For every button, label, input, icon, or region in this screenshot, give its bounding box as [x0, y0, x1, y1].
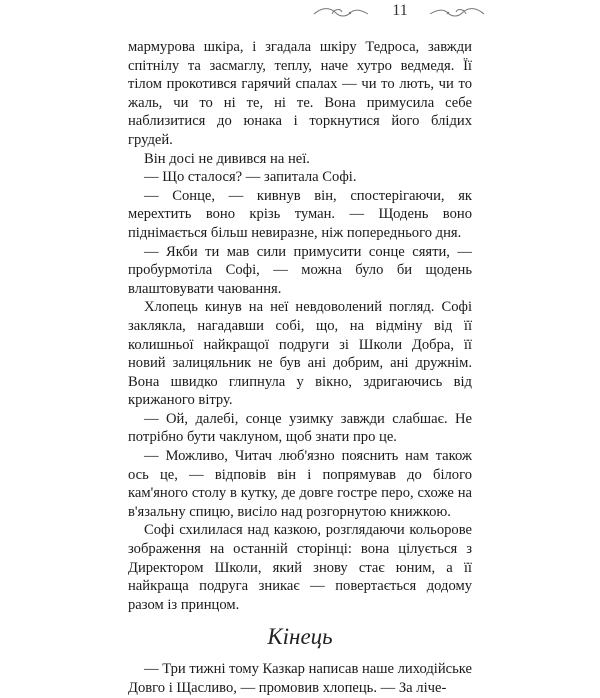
page-header	[300, 0, 500, 22]
paragraph: мармурова шкіра, і згадала шкіру Тедроса, завжди спітнілу та засмаглу, теплу, наче хутро ведмедя. Її тілом прокотився гарячий спалах — чи то лють, чи то жаль, чи то ні те, ні те. Вона примусила себе наблизитися до юнака і торкнутися його блідих грудей.	[128, 39, 472, 148]
chapter-heading: Кінець	[267, 624, 333, 650]
body-text	[128, 38, 472, 698]
flourish-ornament-left-icon	[312, 4, 370, 20]
paragraph: Хлопець кинув на неї невдоволений погляд. Софі заклякла, нагадавши собі, що, на відміну від її колишньої найкращої подруги зі Школи Добра, її новий залицяльник не був ані добрим, ані дружнім. Вона швидко глипнула у вікно, здригаючись від крижаного вітру.	[128, 299, 472, 409]
paragraph: — Можливо, Читач люб'язно пояснить нам також ось це, — відповів він і попрямував до білого кам'яного столу в кутку, де довге гостре перо, схоже на в'язальну спицю, висіло над розгорнутою книжкою.	[128, 448, 472, 520]
paragraph: — Що сталося? — запитала Софі.	[144, 169, 357, 186]
paragraph: — Сонце, — кивнув він, спостерігаючи, як мерехтить воно крізь туман. — Щодень воно піднімається більш невиразне, ніж попереднього дня.	[128, 187, 472, 241]
paragraph: Він досі не дивився на неї.	[144, 150, 310, 167]
paragraph: — Якби ти мав сили примусити сонце сяяти, — пробурмотіла Софі, — можна було би щодень влаштовувати чаювання.	[128, 243, 472, 297]
paragraph: — Три тижні тому Казкар написав наше лиходійське Довго і Щасливо, — промовив хлопець. — За лічe-	[128, 661, 472, 696]
paragraph: Софі схилилася над казкою, розглядаючи кольорове зображення на останній сторінці: вона цілується з Директором Школи, який знову стає юним, а її найкраща подруга зникає — повертається додому разом із принцом.	[128, 522, 472, 613]
paragraph: — Ой, далебі, сонце узимку завжди слабшає. Не потрібно бути чаклуном, щоб знати про це.	[128, 410, 472, 446]
page-number: 11	[392, 2, 408, 19]
flourish-ornament-right-icon	[428, 4, 486, 20]
